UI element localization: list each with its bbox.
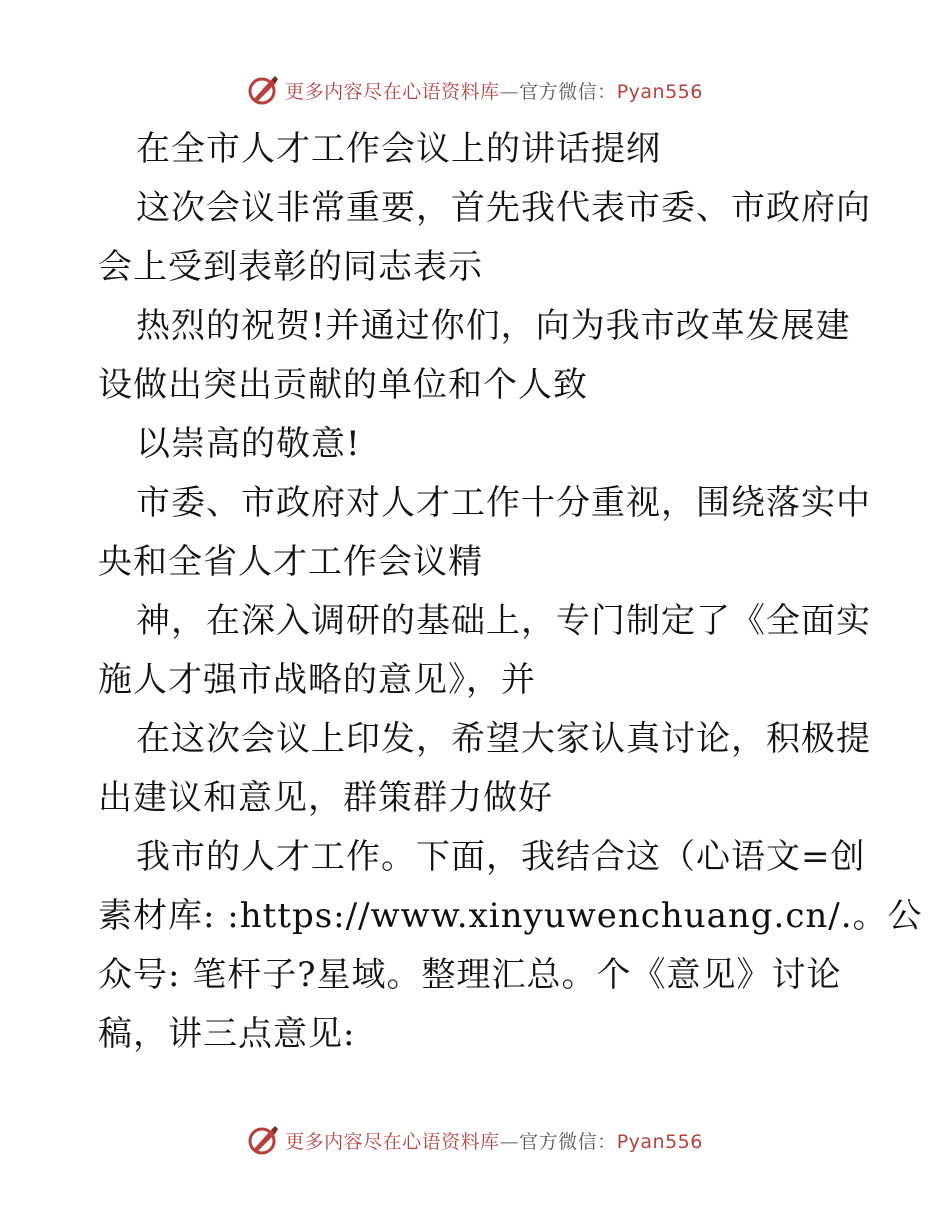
text-line: 素材库: :https://www.xinyuwenchuang.cn/.。公 — [98, 896, 923, 936]
text-line: 出建议和意见，群策群力做好 — [98, 778, 553, 818]
text-line: 稿，讲三点意见: — [98, 1014, 356, 1054]
text-line: 以崇高的敬意! — [136, 424, 361, 464]
text-line: 施人才强市战略的意见》，并 — [98, 660, 536, 700]
text-line: 设做出突出贡献的单位和个人致 — [98, 365, 588, 405]
pen-logo-icon — [247, 1124, 279, 1156]
banner-wechat-label: 官方微信： — [519, 80, 617, 103]
text-line: 这次会议非常重要，首先我代表市委、市政府向 — [136, 188, 871, 228]
banner-wechat-id: Pyan556 — [616, 1130, 703, 1153]
text-line: 热烈的祝贺!并通过你们，向为我市改革发展建 — [136, 306, 851, 346]
banner-title: 更多内容尽在心语资料库 — [285, 1130, 500, 1153]
text-line: 神，在深入调研的基础上，专门制定了《全面实 — [136, 601, 871, 641]
text-line: 众号: 笔杆子?星域。整理汇总。个《意见》讨论 — [98, 955, 842, 995]
text-line: 会上受到表彰的同志表示 — [98, 247, 483, 287]
text-line: 市委、市政府对人才工作十分重视，围绕落实中 — [136, 483, 871, 523]
banner-separator: — — [499, 80, 520, 103]
banner-wechat-label: 官方微信： — [519, 1130, 617, 1153]
text-line: 在这次会议上印发，希望大家认真讨论，积极提 — [136, 719, 871, 759]
document-body — [98, 120, 923, 1064]
text-line: 央和全省人才工作会议精 — [98, 542, 483, 582]
document-title: 在全市人才工作会议上的讲话提纲 — [136, 129, 661, 169]
banner-wechat-id: Pyan556 — [616, 80, 703, 103]
banner-separator: — — [499, 1130, 520, 1153]
pen-logo-icon — [247, 74, 279, 106]
footer-banner — [0, 1120, 950, 1160]
text-line: 我市的人才工作。下面，我结合这（心语文=创 — [136, 837, 866, 877]
header-banner — [0, 70, 950, 110]
banner-title: 更多内容尽在心语资料库 — [285, 80, 500, 103]
